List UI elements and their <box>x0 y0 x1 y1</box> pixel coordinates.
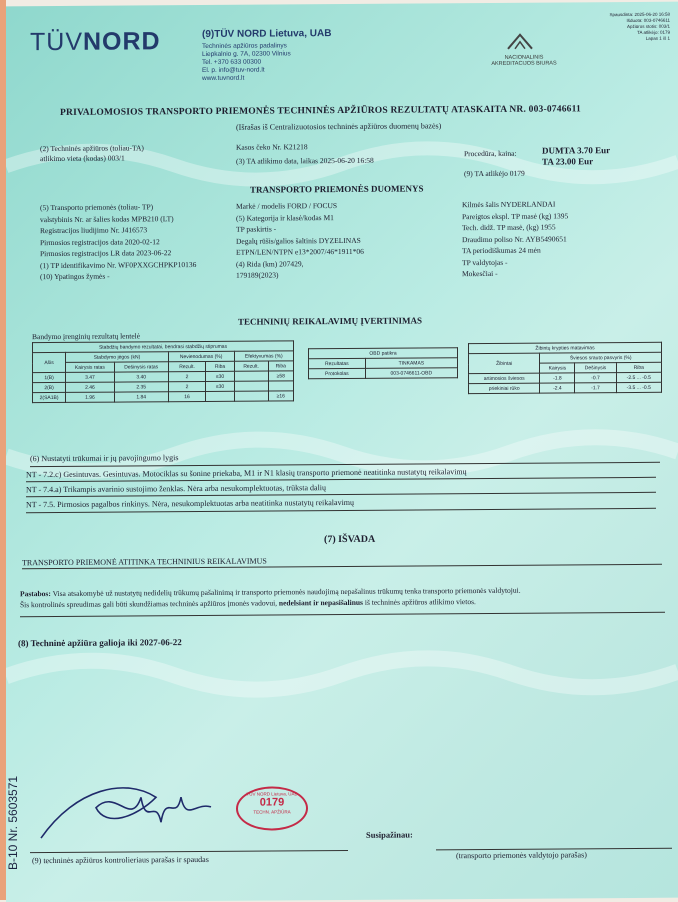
light-table <box>468 342 662 394</box>
accreditation-label: NACIONALINIS AKREDITACIJOS BIURAS <box>491 54 557 67</box>
defect-item: NT - 7.5. Pirmosios pagalbos rinkinys. Nėra, nesukomplektuotas arba neatitinka nustatytų reikalavimų <box>26 497 355 510</box>
table-header: Šviesos srauto pasvyris (%) <box>540 352 662 363</box>
signature-line <box>30 850 348 853</box>
defects-heading: (6) Nustatyti trūkumai ir jų pavojingumo lygis <box>30 453 179 464</box>
table-subheader: Riba <box>616 362 661 372</box>
table-subheader: Dešinysis ratas <box>114 362 168 372</box>
procedure-label: Procedūra, kaina: <box>464 148 517 159</box>
price-dumta: DUMTA 3.70 Eur <box>542 145 611 156</box>
light-table-caption: Žibintų krypties matavimas <box>469 342 662 353</box>
report-subtitle: (Išrašas iš Centralizuotosios techninės apžiūros duomenų bazės) <box>236 121 442 132</box>
inspector-signature <box>36 767 236 848</box>
table-subheader: Kairysis <box>540 363 575 373</box>
inspection-center-code: atlikimo vieta (kodas) 003/1 <box>40 153 125 164</box>
table-subheader: Riba <box>268 361 293 371</box>
defect-item: NT - 7.4.a) Trikampis avarinio sustojimo ženklas. Nėra arba nesukomplektuotas, trūksta dalių <box>26 483 327 495</box>
inspection-datetime: (3) TA atlikimo data, laikas 2025-06-20 16:58 <box>236 155 374 166</box>
inspector-signature-label: (9) techninės apžiūros kontrolieriaus parašas ir spaudas <box>32 854 209 866</box>
table-row: 2(SA1B) 1.96 1.84 16 ≥16 <box>33 391 294 403</box>
brake-table-caption: Stabdžių bandymo rezultatai, bendrasi stabdžių stiprumas <box>33 341 294 353</box>
table-header: TINKAMAS <box>365 358 457 369</box>
conclusion-heading: (7) IŠVADA <box>324 533 376 546</box>
conclusion-text: TRANSPORTO PRIEMONĖ ATITINKA TECHNINIUS REIKALAVIMUS <box>22 556 267 568</box>
table-row: priekiniai rūko -2.4 -1.7 -3.5 ... -0.5 <box>469 382 662 393</box>
inspector-stamp: TÜV NORD Lietuva, UAB 0179 TECHN. APŽIŪRA <box>236 786 308 831</box>
vehicle-column-3: Kilmės šalis NYDERLANDAI Pareigtos ekspl. TP masė (kg) 1395 Tech. didž. TP masė, (kg) 1955 Draudimo poliso Nr. AYB5490651 TA periodiškumas 24 mėn TP valdytojas - Mokesčiai - <box>462 199 569 279</box>
brake-table <box>32 340 294 403</box>
report-title: PRIVALOMOSIOS TRANSPORTO PRIEMONĖS TECHNINĖS APŽIŪROS REZULTATŲ ATASKAITA NR. 003-0746611 <box>60 104 581 118</box>
table-row: 2(B) 2.46 2.35 2 ≤30 <box>33 381 294 393</box>
obd-table <box>308 347 458 379</box>
accreditation-logo-icon <box>506 31 534 51</box>
inspector-code: (9) TA atlikėjo 0179 <box>464 168 525 179</box>
background-wave <box>6 642 678 707</box>
table-header: Ašis <box>33 352 66 372</box>
table-subheader: Rezult. <box>168 361 206 371</box>
validity-date: (8) Techninė apžiūra galioja iki 2027-06-22 <box>18 637 182 649</box>
issuer-name: (9)TÜV NORD Lietuva, UAB <box>202 28 332 40</box>
table-header: Žibintai <box>469 353 540 373</box>
divider <box>20 612 665 618</box>
issuer-details: Techninės apžiūros padalinys Liepkalnio g. 7A, 02300 Vilnius Tel. +370 633 00300 El. p. info@tuv-nord.lt www.tuvnord.lt <box>202 42 291 82</box>
form-number: B-10 Nr. 5603571 <box>6 775 20 870</box>
print-info: Spausdinta: 2025-06-20 16:58 Išduota: 003-0746611 Apžiūros stotis: 003/1 TA atlikėjo: 0179 Lapas 1 iš 1 <box>609 11 670 41</box>
defect-item: NT - 7.2.c) Gesintuvas. Gesintuvas. Motociklas su šonine priekaba, M1 ir N1 klasių transporto priemonė neatitinka nustatytų reikalavimų <box>26 467 467 480</box>
table-row: 1(B) 3.47 3.40 2 ≤30 ≥58 <box>33 371 294 383</box>
vehicle-column-1: (5) Transporto priemonės (toliau- TP) valstybinis Nr. ar šalies kodas MPB210 (LT) Registracijos liudijimo Nr. J416573 Pirmosios registracijos data 2020-02-12 Pirmosios registracijos LR data 2023-06-22 (1) TP identifikavimo Nr. WF0PXXGCHPKP10136 (10) Ypatingos žymės - <box>40 202 197 282</box>
inspection-center: (2) Techninės apžiūros (toliau-TA) <box>40 143 144 154</box>
table-row: artimosios šviesos -1.8 -0.7 -2.5 ... -0.5 <box>469 372 662 383</box>
table-row: Protokolas 003-0746611-OBD <box>309 368 458 379</box>
price-ta: TA 23.00 Eur <box>542 156 594 167</box>
table-subheader: Riba <box>206 361 234 371</box>
table-header: Rezultatas <box>309 358 366 368</box>
table-header: Efektyvumas (%) <box>234 351 293 361</box>
table-subheader: Kairysis ratas <box>66 362 115 372</box>
table-header: Stabdymo jėgos (kN) <box>66 352 169 363</box>
notes: Pastabos: Visa atsakomybė už nustatytų nedidelių trūkumų pašalinimą ir transporto priemonės naudojimą nepašalinus trūkumų tenka transporto priemonės valdytojui. Šis kontrolinės spreudimas gali būti skundžiamas techninės apžiūros įmonės vadovui, nedelsiant ir nepasišalinus iš techninės apžiūros atlikimo vietos. <box>20 585 521 610</box>
divider <box>26 508 656 513</box>
table-subheader: Rezult. <box>234 361 268 371</box>
requirements-heading: TECHNINIŲ REIKALAVIMŲ ĮVERTINIMAS <box>238 315 423 327</box>
acknowledgement-label: Susipažinau: <box>366 829 413 840</box>
obd-table-caption: OBD patikra <box>309 348 458 359</box>
owner-signature-label: (transporto priemonės valdytojo parašas) <box>456 850 587 861</box>
table-subheader: Dešinysis <box>575 363 616 373</box>
table-header: Nevienodumas (%) <box>168 351 234 361</box>
vehicle-heading: TRANSPORTO PRIEMONĖS DUOMENYS <box>250 183 424 195</box>
inspection-report <box>6 2 678 902</box>
receipt-number: Kasos čeko Nr. K21218 <box>236 142 308 152</box>
vehicle-column-2: Markė / modelis FORD / FOCUS (5) Kategorija ir klasė/kodas M1 TP paskirtis - Degalų rūšis/galios šaltinis DYZELINAS ETPN/LEN/NTPN e13*2007/46*1911*06 (4) Rida (km) 207429, 179189(2023) <box>236 201 364 280</box>
requirements-caption: Bandymo įrenginių rezultatų lentelė <box>32 331 141 342</box>
tuv-nord-logo: TÜVNORD <box>30 27 161 57</box>
